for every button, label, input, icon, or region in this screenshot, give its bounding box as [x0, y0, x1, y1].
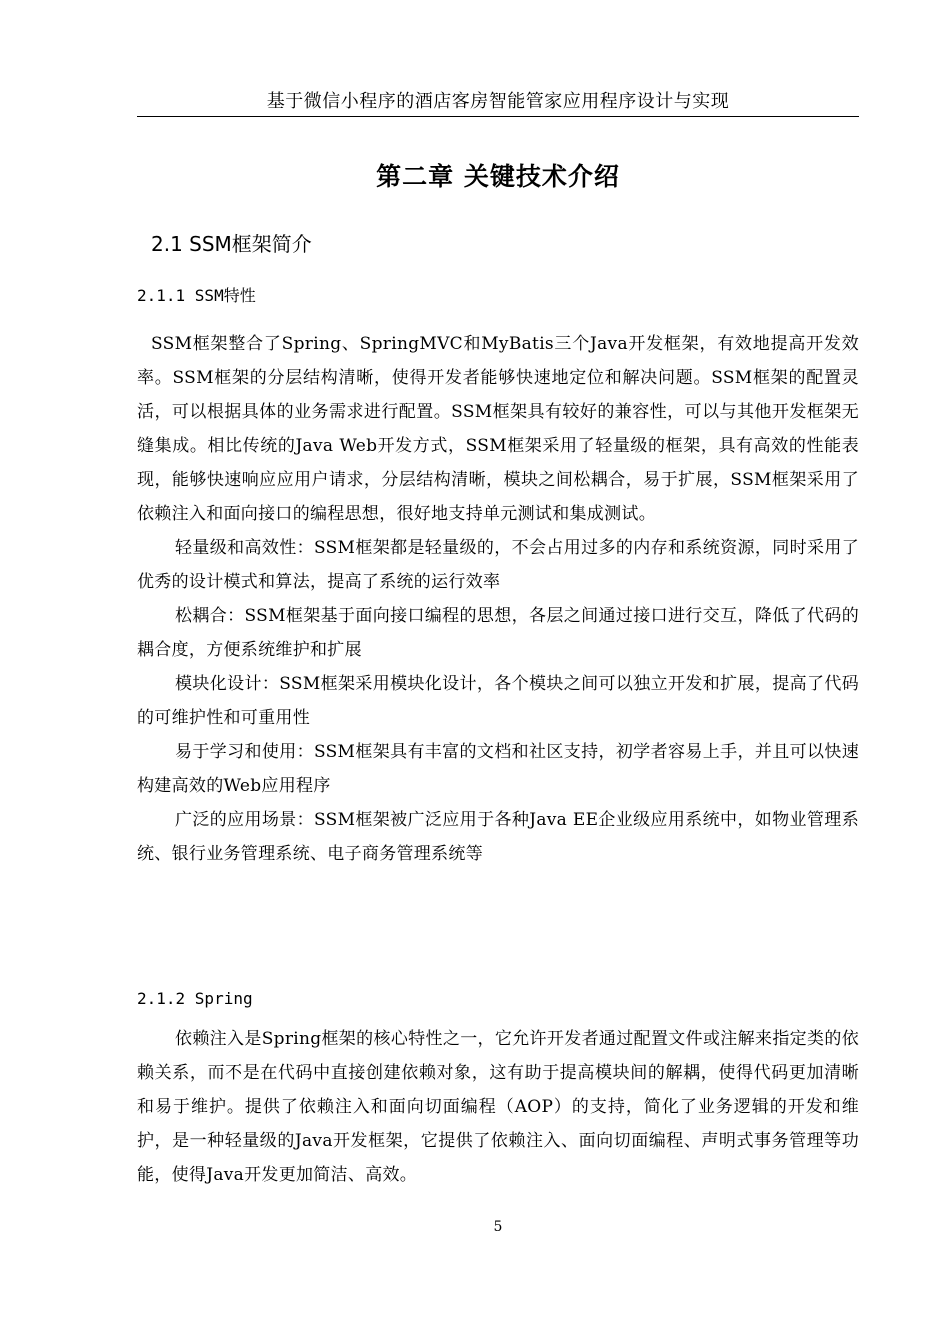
chapter-title: 第二章 关键技术介绍 — [376, 162, 620, 191]
section-title-2-1: 2.1 SSM框架简介 — [151, 232, 312, 256]
running-header: 基于微信小程序的酒店客房智能管家应用程序设计与实现 — [266, 91, 730, 112]
paragraph: 广泛的应用场景：SSM框架被广泛应用于各种Java EE企业级应用系统中，如物业管理系统、银行业务管理系统、电子商务管理系统等 — [137, 810, 859, 864]
page-number: 5 — [493, 1219, 503, 1235]
paragraph: SSM框架整合了Spring、SpringMVC和MyBatis三个Java开发框架，有效地提高开发效率。SSM框架的分层结构清晰，使得开发者能够快速地定位和解决问题。SSM框架的配置灵活，可以根据具体的业务需求进行配置。SSM框架具有较好的兼容性，可以与其他开发框架无缝集成。相比传统的Java Web开发方式，SSM框架采用了轻量级的框架，具有高效的性能表现，能够快速响应应用户请求，分层结构清晰，模块之间松耦合，易于扩展，SSM框架采用了依赖注入和面向接口的编程思想，很好地支持单元测试和集成测试。 — [137, 334, 859, 524]
section-2-1-2-body — [137, 1022, 859, 1192]
paragraph: 轻量级和高效性：SSM框架都是轻量级的，不会占用过多的内存和系统资源，同时采用了优秀的设计模式和算法，提高了系统的运行效率 — [137, 538, 859, 592]
section-2-1-1-body — [137, 327, 859, 871]
paragraph: 依赖注入是Spring框架的核心特性之一，它允许开发者通过配置文件或注解来指定类的依赖关系，而不是在代码中直接创建依赖对象，这有助于提高模块间的解耦，使得代码更加清晰和易于维护。提供了依赖注入和面向切面编程（AOP）的支持，简化了业务逻辑的开发和维护，是一种轻量级的Java开发框架，它提供了依赖注入、面向切面编程、声明式事务管理等功能，使得Java开发更加简洁、高效。 — [137, 1029, 859, 1185]
paragraph: 模块化设计：SSM框架采用模块化设计，各个模块之间可以独立开发和扩展，提高了代码的可维护性和可重用性 — [137, 674, 859, 728]
subsection-title-2-1-1: 2.1.1 SSM特性 — [137, 286, 256, 305]
subsection-title-2-1-2: 2.1.2 Spring — [137, 989, 253, 1008]
paragraph: 易于学习和使用：SSM框架具有丰富的文档和社区支持，初学者容易上手，并且可以快速构建高效的Web应用程序 — [137, 742, 859, 796]
paragraph: 松耦合：SSM框架基于面向接口编程的思想，各层之间通过接口进行交互，降低了代码的耦合度，方便系统维护和扩展 — [137, 606, 859, 660]
header-rule — [137, 116, 859, 117]
